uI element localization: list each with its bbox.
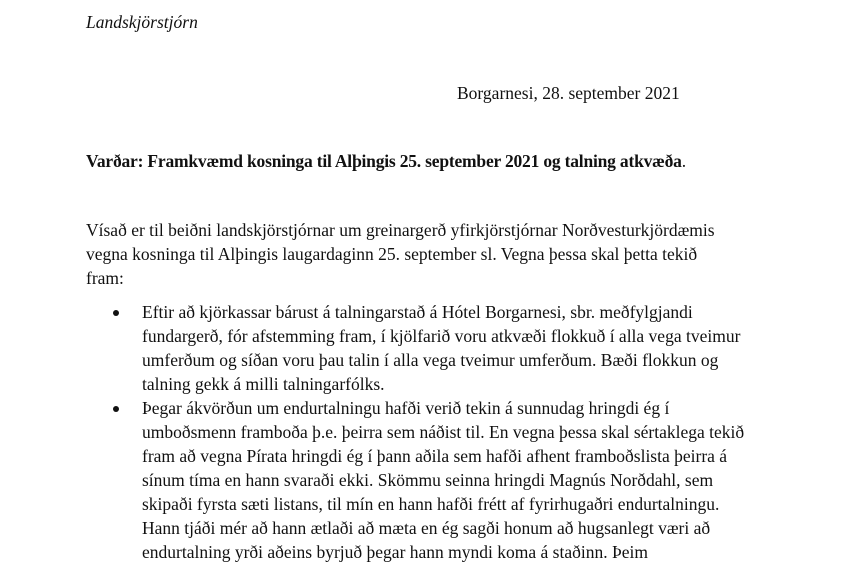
addressee: Landskjörstjórn [86, 12, 198, 32]
bullet-line: Þegar ákvörðun um endurtalningu hafði verið tekin á sunnudag hringdi ég í [142, 398, 670, 418]
bullet-line: umboðsmenn framboða þ.e. þeirra sem náðist til. En vegna þessa skal sértaklega tekið [142, 422, 745, 442]
bullet-dot-icon [113, 406, 119, 412]
bullet-line: fram að vegna Pírata hringdi ég í þann aðila sem hafði afhent framboðslista þeirra á [142, 446, 728, 466]
intro-paragraph [86, 218, 726, 290]
bullet-line: sínum tíma en hann svaraði ekki. Skömmu seinna hringdi Magnús Norðdahl, sem [142, 470, 714, 490]
bullet-line: fundargerð, fór afstemming fram, í kjölfarið voru atkvæði flokkuð í alla vega tveimur [142, 326, 741, 346]
bullet-list [86, 300, 806, 564]
place-and-date: Borgarnesi, 28. september 2021 [457, 83, 680, 103]
bullet-line: talning gekk á milli talningarfólks. [142, 374, 385, 394]
bullet-line: Eftir að kjörkassar bárust á talningarstað á Hótel Borgarnesi, sbr. meðfylgjandi [142, 302, 693, 322]
bullet-line: umferðum og síðan voru þau talin í alla vega tveimur umferðum. Bæði flokkun og [142, 350, 719, 370]
bullet-item [86, 396, 806, 564]
subject-line [86, 151, 686, 172]
subject-text: Varðar: Framkvæmd kosninga til Alþingis 25. september 2021 og talning atkvæða [86, 151, 682, 171]
bullet-line: Hann tjáði mér að hann ætlaði að mæta en ég sagði honum að hugsanlegt væri að [142, 518, 711, 538]
bullet-line: skipaði fyrsta sæti listans, til mín en hann hafði frétt af fyrirhugaðri endurtalningu. [142, 494, 720, 514]
intro-line: Vísað er til beiðni landskjörstjórnar um greinargerð yfirkjörstjórnar Norðvesturkjördæmis [86, 220, 715, 240]
intro-line: fram: [86, 268, 124, 288]
subject-period: . [681, 151, 686, 171]
bullet-dot-icon [113, 310, 119, 316]
bullet-item [86, 300, 806, 396]
bullet-line: endurtalning yrði aðeins byrjuð þegar hann myndi koma á staðinn. Þeim [142, 542, 648, 562]
intro-line: vegna kosninga til Alþingis laugardaginn 25. september sl. Vegna þessa skal þetta tekið [86, 244, 698, 264]
